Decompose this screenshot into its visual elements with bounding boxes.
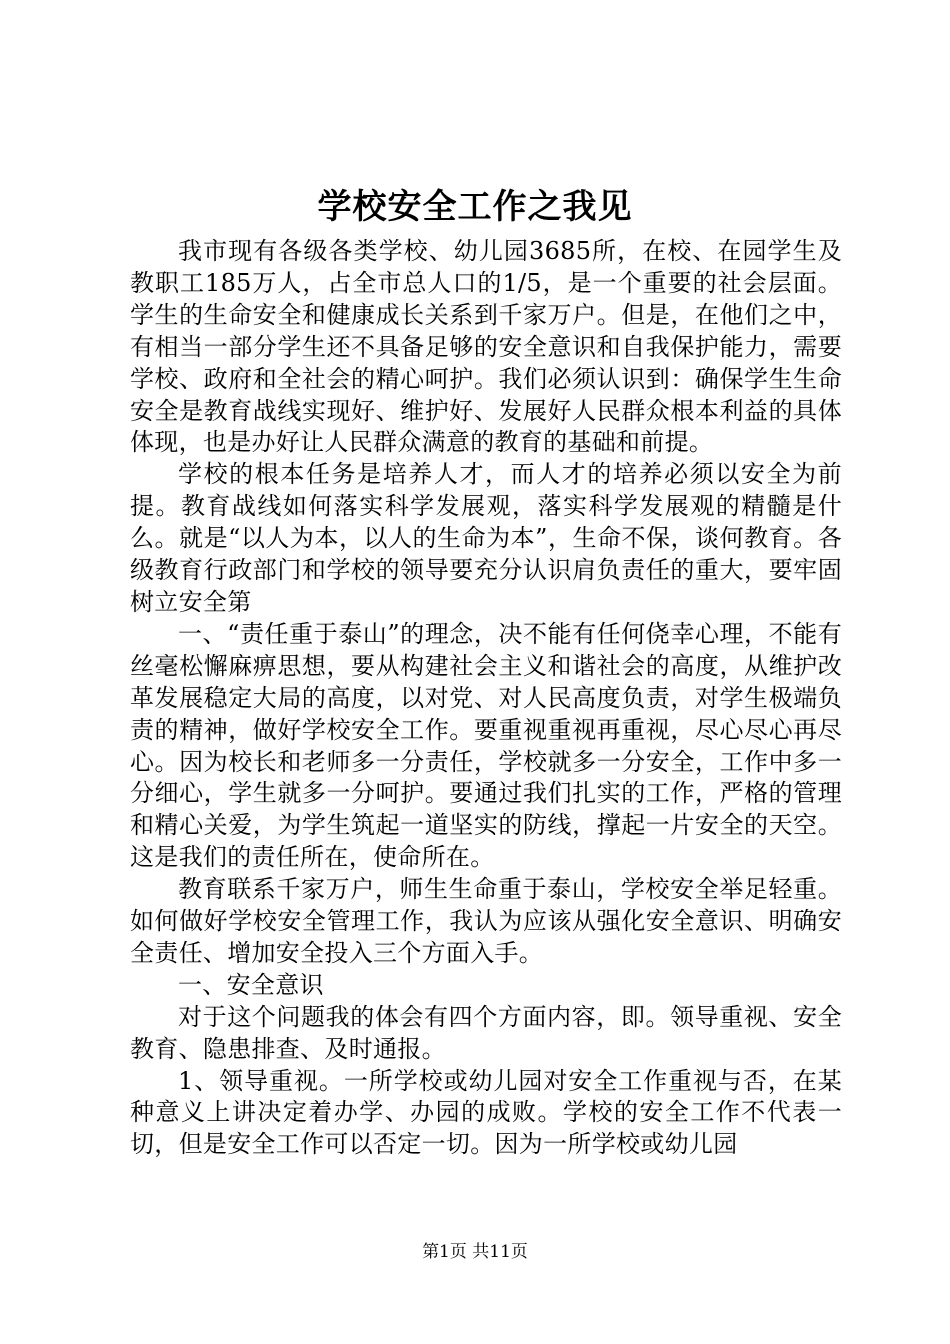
page-title: 学校安全工作之我见 <box>317 187 633 227</box>
paragraph-approach: 教育联系千家万户，师生生命重于泰山，学校安全举足轻重。如何做好学校安全管理工作，我认为应该从强化安全意识、明确安全责任、增加安全投入三个方面入手。 <box>130 875 842 967</box>
paragraph-responsibility: 一、“责任重于泰山”的理念，决不能有任何侥幸心理，不能有丝毫松懈麻痹思想，要从构建社会主义和谐社会的高度，从维护改革发展稳定大局的高度，以对党、对人民高度负责，对学生极端负责的精神，做好学校安全工作。要重视重视再重视，尽心尽心再尽心。因为校长和老师多一分责任，学校就多一分安全，工作中多一分细心，学生就多一分呵护。要通过我们扎实的工作，严格的管理和精心关爱，为学生筑起一道坚实的防线，撑起一片安全的天空。这是我们的责任所在，使命所在。 <box>130 619 842 872</box>
paragraph-school-mission: 学校的根本任务是培养人才，而人才的培养必须以安全为前提。教育战线如何落实科学发展观，落实科学发展观的精髓是什么。就是“以人为本，以人的生命为本”，生命不保，谈何教育。各级教育行政部门和学校的领导要充分认识肩负责任的重大，要牢固树立安全第 <box>130 460 842 616</box>
page-number: 第1页 共11页 <box>422 1242 528 1262</box>
paragraph-leadership: 1、领导重视。一所学校或幼儿园对安全工作重视与否，在某种意义上讲决定着办学、办园的成败。学校的安全工作不代表一切，但是安全工作可以否定一切。因为一所学校或幼儿园 <box>130 1066 842 1159</box>
section-heading-safety-awareness: 一、安全意识 <box>178 970 324 999</box>
paragraph-four-aspects: 对于这个问题我的体会有四个方面内容，即。领导重视、安全教育、隐患排查、及时通报。 <box>130 1002 842 1063</box>
document-body <box>130 236 842 1161</box>
paragraph-intro: 我市现有各级各类学校、幼儿园3685所，在校、在园学生及教职工185万人，占全市总人口的1/5，是一个重要的社会层面。学生的生命安全和健康成长关系到千家万户。但是，在他们之中，有相当一部分学生还不具备足够的安全意识和自我保护能力，需要学校、政府和全社会的精心呵护。我们必须认识到：确保学生生命安全是教育战线实现好、维护好、发展好人民群众根本利益的具体体现，也是办好让人民群众满意的教育的基础和前提。 <box>130 237 842 457</box>
